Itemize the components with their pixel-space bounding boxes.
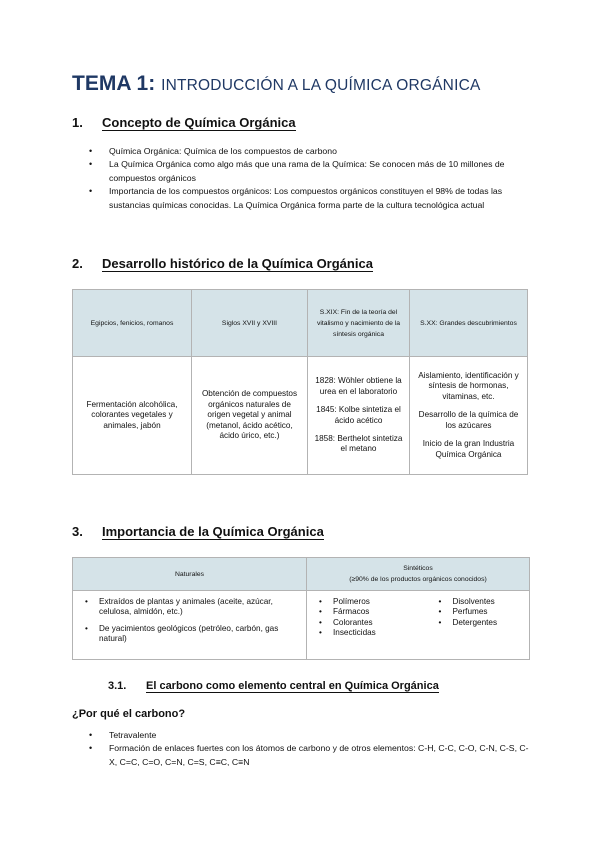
history-event: 1845: Kolbe sintetiza el ácido acético <box>316 405 401 425</box>
list-item: • Colorantes <box>311 618 430 628</box>
table-row <box>73 357 528 475</box>
section-title: Desarrollo histórico de la Química Orgánica <box>102 256 373 271</box>
history-event: 1828: Wöhler obtiene la urea en el laboratorio <box>315 376 402 396</box>
table-cell <box>308 357 410 475</box>
history-table <box>72 289 528 475</box>
list-item: • Disolventes <box>430 597 525 607</box>
section-1-bullets <box>88 145 530 212</box>
section-number: 2. <box>72 256 83 271</box>
list-item: • Extraídos de plantas y animales (aceite, azúcar, celulosa, almidón, etc.) <box>77 597 302 618</box>
table-cell <box>307 591 530 660</box>
list-item: • De yacimientos geológicos (petróleo, carbón, gas natural) <box>77 624 302 645</box>
section-number: 3. <box>72 524 83 539</box>
importance-table <box>72 557 530 660</box>
list-item: • Formación de enlaces fuertes con los átomos de carbono y de otros elementos: C-H, C-C, C-O, C-N, C-S, C-X, C=C, C=O, C=N, C=S, C≡C, C≡N <box>88 742 530 769</box>
list-item: • Polímeros <box>311 597 430 607</box>
list-item: • Tetravalente <box>88 729 530 742</box>
table-row <box>73 591 530 660</box>
list-item: • Detergentes <box>430 618 525 628</box>
section-3-heading <box>72 524 324 539</box>
title-text: INTRODUCCIÓN A LA QUÍMICA ORGÁNICA <box>161 77 481 94</box>
table-cell: Obtención de compuestos orgánicos naturales de origen vegetal y animal (metanol, ácido acético, ácido úrico, etc.) <box>192 357 308 475</box>
sinteticos-columns <box>311 597 525 639</box>
list-item: • Perfumes <box>430 607 525 617</box>
list-item: • Química Orgánica: Química de los compuestos de carbono <box>88 145 530 158</box>
table-header-cell: Siglos XVII y XVIII <box>192 290 308 357</box>
section-title: El carbono como elemento central en Química Orgánica <box>146 680 439 692</box>
history-event: Inicio de la gran Industria Química Orgánica <box>422 439 515 459</box>
table-header-cell: Egipcios, fenicios, romanos <box>73 290 192 357</box>
page-title <box>72 72 481 96</box>
section-2-heading <box>72 256 373 271</box>
carbon-bullets <box>88 729 530 769</box>
section-3-1-heading <box>108 680 439 692</box>
list-item: • La Química Orgánica como algo más que una rama de la Química: Se conocen más de 10 millones de compuestos orgánicos <box>88 158 530 185</box>
section-title: Concepto de Química Orgánica <box>102 115 296 130</box>
table-header-cell: S.XX: Grandes descubrimientos <box>410 290 528 357</box>
section-1-heading <box>72 115 296 130</box>
table-header-row <box>73 290 528 357</box>
list-item: • Importancia de los compuestos orgánicos: Los compuestos orgánicos constituyen el 98% de todas las sustancias químicas conocidas. La Química Orgánica forma parte de la cultura tecnológica actual <box>88 185 530 212</box>
question-heading: ¿Por qué el carbono? <box>72 708 186 720</box>
section-number: 3.1. <box>108 680 127 692</box>
section-title: Importancia de la Química Orgánica <box>102 524 324 539</box>
header-line: Sintéticos <box>403 565 433 572</box>
section-number: 1. <box>72 115 83 130</box>
table-cell <box>410 357 528 475</box>
sinteticos-list-a <box>311 597 430 639</box>
sinteticos-list-b <box>430 597 525 639</box>
list-item: • Insecticidas <box>311 628 430 638</box>
history-event: 1858: Berthelot sintetiza el metano <box>314 433 403 454</box>
table-header-cell: S.XIX: Fin de la teoría del vitalismo y nacimiento de la síntesis orgánica <box>308 290 410 357</box>
title-tema: TEMA 1: <box>72 72 156 95</box>
naturales-list <box>77 597 302 645</box>
table-header-cell: Naturales <box>73 558 307 591</box>
table-cell <box>73 591 307 660</box>
table-header-row <box>73 558 530 591</box>
history-event: Aislamiento, identificación y síntesis de hormonas, vitaminas, etc. <box>418 371 519 401</box>
history-event: Desarrollo de la química de los azúcares <box>418 410 519 430</box>
list-item: • Fármacos <box>311 607 430 617</box>
header-line: (≥90% de los productos orgánicos conocidos) <box>349 576 487 583</box>
table-cell: Fermentación alcohólica, colorantes vegetales y animales, jabón <box>73 357 192 475</box>
table-header-cell <box>307 558 530 591</box>
